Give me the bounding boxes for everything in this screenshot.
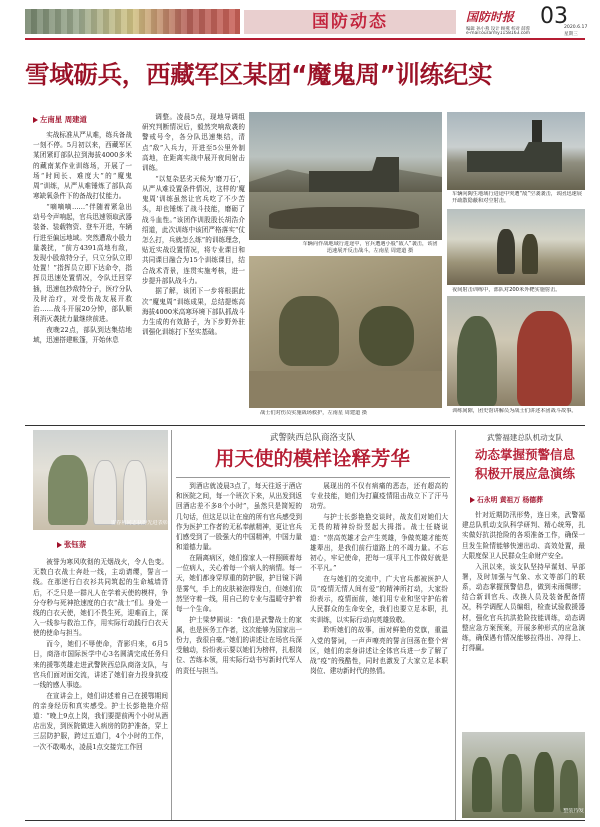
story2-byline: 张钰萘: [57, 539, 86, 550]
lead-paragraph: 据了解，该团下一步将根据此次“魔鬼周”训练成果，总结提炼高海拔4000米高寒环境下部队抓战斗力生成的有效路子，为下步野外驻训强化训练打下坚实基础。: [142, 287, 245, 337]
lead-paragraph: “以复杂恶劣天候为‘磨刀石’，从严从难设置条件情况，这样的‘魔鬼周’训练虽然让官兵吃了不少苦头，却也锤炼了战斗技能，磨砺了战斗血性。”该团作训股股长胡浩介绍道，此次训练中该团严格落实“仗怎么打，兵就怎么练”的训练理念，贴近实战设置情况，将专业课目和共同课目融合为15个训练课目，结合战术背景，连贯实施考核，进一步提升部队战斗力。: [142, 174, 245, 285]
issue-date: 2020.6.17: [564, 25, 588, 30]
story2-photo: [33, 430, 168, 530]
masthead-rule: [25, 38, 585, 40]
story2-column-2: [176, 481, 302, 819]
paper-name: 国防时报: [466, 10, 515, 24]
lead-paragraph: 调整。凌晨5点，现地导调组研究判断情况后，毅然突响敌袭的警戒号令，各分队迅速集结，清点“敌”入兵力，开进至5公里外制高地，在距离实战中展开夜间射击训练。: [142, 113, 245, 173]
lead-byline: 左南星 周建道: [33, 114, 87, 125]
lead-photo-vehicle: [447, 112, 585, 190]
lead-bottom-rule: [25, 425, 585, 426]
story2-paragraph: 被誉为寒风吹彻的无烟战火，令人色变。无数白衣战士奔赴一线，主动请缨，誓言一线。在那逆行白衣衫共同筑起的生命城墙背后，不乏只是一群凡人在学着天使的模样，争分夺秒与死神抢速度的白衣“战士”们。身处一线的白衣天使，她们不畏生死，迎难而上，深入一线参与救治工作，用实际行动践行白衣天使的使命与担当。: [33, 558, 168, 638]
byline-marker-icon: [57, 542, 62, 548]
lead-photo-caption-3: 夜间射击训练中，部队对200米外靶实施射击。: [452, 287, 561, 293]
story2-column-3: [310, 481, 448, 819]
story2-headline-rule: [176, 477, 450, 478]
story2-paragraph: 在与她们的交流中，广大官兵都被医护人员“疫情无情人间有爱”的精神所打动，大家纷纷表示，疫情面前，她们用专业和坚守护佑着人民群众的生命安全，我们也要立足本职，扎实训练，以实际行动向英雄致敬。: [310, 574, 448, 624]
story3-headline-line-2: 积极开展应急演练: [474, 466, 575, 481]
lead-photo-caption-1: 车辆向作战地域行进途中，官兵遭遇小股“敌人”袭击，该团迅速展开反击战斗。左南星 周建道 摄: [302, 241, 438, 254]
story3-paragraph: 入汛以来，该支队坚持早谋划、早部署，及时加强与气象、水文等部门的联系，动态掌握预警信息，做到未雨绸缪；结合新训官兵、改换人员及装备配备情况，科学调配人员编组，检查试验救援器材，强化官兵抗洪抢险技能训练，动态调整应急方案预案，开展多种形式的应急演练，确保遇有情况能够拉得出、冲得上、打得赢。: [462, 562, 585, 653]
lead-photo-convoy: [249, 112, 442, 240]
story2-headline: 用天使的模样诠释芳华: [214, 447, 410, 470]
story3-byline: 石永明 黄祖万 杨德葬: [470, 494, 543, 504]
lead-paragraph: 实战标准从严从难，练兵备战一刻不停。5月初以来，西藏军区某团紧盯部队拉到海拔4000多米的藏南某作业训练场，开展了一场“时间长、难度大”的“魔鬼周”训练，从严从难锤炼了部队高寒缺氧条件下的备战打仗能力。: [33, 131, 132, 201]
lead-column-1: [33, 130, 132, 422]
lead-photo-briefing: [447, 296, 585, 406]
masthead: [0, 0, 600, 40]
email-line: e-mail:ourarmy1158163.com: [466, 31, 531, 36]
staff-line: 编辑 孙小燕 设计 顾燕 校对 薛蓉: [466, 27, 531, 32]
lead-photo-caption-4: 战士们对伤员实施战场救护，左南星 周建道 摄: [260, 410, 368, 416]
story2-paragraph: 展现出的不仅有病痛的恶态，还有超高的专业技能，她们为打赢疫情阻击战立下了汗马功劳。: [310, 482, 448, 511]
story3-headline-line-1: 动态掌握预警信息: [474, 447, 575, 462]
lead-paragraph: 夜晚22点，部队到达集结地域，迅速搭建帐篷，开始休息: [33, 325, 132, 345]
story3-paragraph: 针对近期防汛形势，连日来，武警福建总队机动支队科学研判、精心统筹，扎实做好抗洪抢险的各项准备工作，确保一旦发生险情能够快速出动、高效处置，最大限度保卫人民群众生命财产安全。: [462, 511, 585, 560]
lead-photo-caption-2: 车辆向陶生地域行进途中突遭“敌”空袭袭击，该团迅速展开疏散隐蔽和对空射击。: [452, 191, 582, 204]
story2-photo-caption: 雷春利同志获得先进表彰: [110, 520, 168, 526]
lead-photo-caption-5: 训练间隙，团史馆讲解员为战士们讲述本团战斗故事。: [452, 408, 577, 414]
story3-kicker: 武警福建总队机动支队: [487, 433, 563, 442]
story2-paragraph: 与护士长彭艳艳交谈时，战友们对她们大无畏的精神纷纷竖起大拇指。战士任晓说道：“崇高英雄才会产生英雄，争做英雄才能英雄辈出，是我们前行道路上的不竭力量。不忘初心，牢记使命，把每一项平凡工作做好就是不平凡。”: [310, 513, 448, 573]
story2-paragraph: 在宣讲会上，她们讲述着自己在援鄂期间的亲身经历和真实感受。护士长彭艳艳介绍道：“晚上9点上岗，我们要提前两个小时从酒店出发，到医院做进入病房的防护准备，穿上三层防护服，跨过五道门，4个小时的工作，一次不敢喝水，凌晨1点交接完工作回: [33, 691, 168, 751]
lead-paragraph: “嘀嘀嘀……”伴随着紧急出动号令声响起，官兵迅速领取武器装备、装载物资、登车开进，车辆行进至偏远地域。突然遭敌小股力量袭扰，“前方4391高地有敌，发现小股敌特分子，只立分队立即处置！”指挥员立即下达命令，指挥员迅速处置情况，令队迁回穿插，迅速包抄敌特分子，医疗分队及时治疗，对受伤战友展开救治……战斗开展20分钟，部队顺利消灭袭扰力量继续前进。: [33, 202, 132, 324]
column-separator: [171, 430, 172, 820]
story2-paragraph: 护士梁梦圆说：“我们是武警战士的家属，也是医务工作者，这次能够为国家出一份力，我很自豪。”她们的讲述让在场官兵深受触动，纷纷表示要以她们为榜样，扎根岗位、苦练本领，用实际行动书写新时代军人的责任与担当。: [176, 615, 302, 675]
issue-weekday: 星期三: [564, 32, 578, 37]
byline-marker-icon: [33, 117, 38, 123]
lead-photo-soldiers: [249, 256, 442, 408]
story3-photo-caption: 整装待发: [563, 808, 584, 814]
page-number: 03: [540, 4, 568, 29]
section-title: 国防动态: [312, 12, 388, 32]
story2-paragraph: 聆听她们的故事，面对鲜艳的党旗，重温入党的誓词，一声声嘹亮的誓言回荡在整个营区，她们的亲身讲述让全体官兵进一步了解了战“疫”的残酷性，同时也激发了大家立足本职岗位、建功新时代的热情。: [310, 626, 448, 676]
story2-paragraph: 而今，她们不辱使命，背影归来，6月5日，商洛市国际医学中心3名圆满完成任务归来的援鄂英雄走进武警陕西总队商洛支队，与官兵们面对面交流，讲述了她们奋力投身抗疫一线的感人事迹。: [33, 640, 168, 689]
column-separator: [455, 430, 456, 820]
story3-photo: [462, 732, 585, 818]
story2-column-1: [33, 557, 168, 819]
story3-column: [462, 510, 585, 728]
story2-kicker: 武警陕西总队商洛支队: [269, 433, 355, 443]
lead-photo-night-training: [447, 209, 585, 285]
story2-paragraph: 在隔离病区，她们像家人一样照顾着每一位病人，关心着每一个病人的病情。每一天，她们都身穿厚重的防护服，护目镜下满是雾气，手上的皮肤被泡得发白，但她们依然坚守着一线，用自己的专业与温暖守护着每一个生命。: [176, 553, 302, 613]
masthead-banner-overlay: [25, 9, 240, 34]
byline-marker-icon: [470, 497, 475, 503]
lead-column-2: [142, 112, 245, 423]
lead-headline: 雪域砺兵，西藏军区某团“魔鬼周”训练纪实: [25, 60, 493, 89]
page-bottom-rule: [25, 820, 585, 821]
story2-paragraph: 到酒店就凌晨3点了，每天往返于酒店和医院之间，每一个班次下来，从出发到返回酒店差不多8个小时”，虽然只是简短的几句话，但这足以让在座的所有官兵感受到作为医护工作者的无私奉献精神，更让官兵们感受到了一股强大的中国精神，中国力量和道德力量。: [176, 482, 302, 552]
